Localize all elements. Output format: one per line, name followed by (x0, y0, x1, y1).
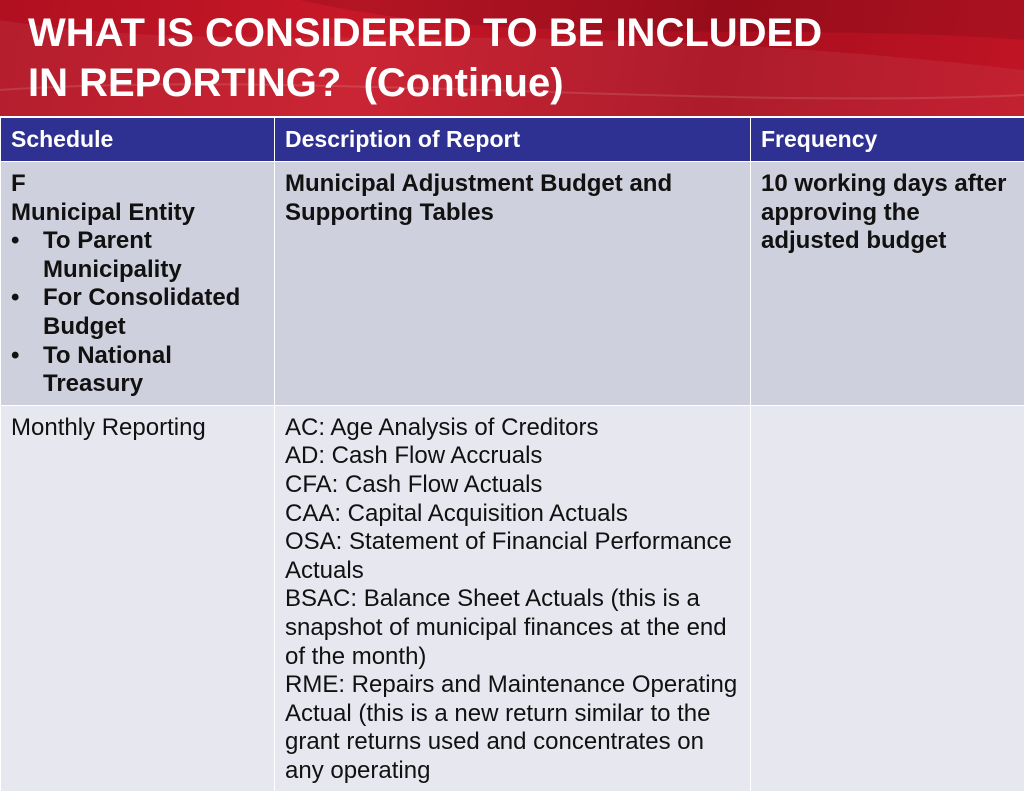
schedule-bullet-list (11, 227, 264, 399)
report-item: AC: Age Analysis of Creditors (285, 414, 740, 443)
report-item: RME: Repairs and Maintenance Operating Actual (this is a new return similar to the grant returns used and concentrates on any operating (285, 671, 740, 785)
description-cell (275, 405, 751, 792)
report-item: BSAC: Balance Sheet Actuals (this is a snapshot of municipal finances at the end of the month) (285, 585, 740, 671)
frequency-cell: 10 working days after approving the adjusted budget (751, 162, 1024, 406)
slide-title-line-2: IN REPORTING? (Continue) (28, 58, 822, 108)
report-item: OSA: Statement of Financial Performance Actuals (285, 528, 740, 585)
frequency-cell (751, 405, 1024, 792)
description-cell: Municipal Adjustment Budget and Supporting Tables (275, 162, 751, 406)
reporting-table (0, 117, 1024, 792)
list-item: • To Parent Municipality (11, 227, 264, 284)
header-frequency: Frequency (751, 118, 1024, 162)
table-row (1, 162, 1024, 406)
schedule-entity: Municipal Entity (11, 199, 264, 228)
slide-title (28, 8, 822, 108)
list-item: • To National Treasury (11, 342, 264, 399)
schedule-cell: Monthly Reporting (1, 405, 275, 792)
header-schedule: Schedule (1, 118, 275, 162)
report-item: CFA: Cash Flow Actuals (285, 471, 740, 500)
schedule-code: F (11, 170, 264, 199)
report-item: AD: Cash Flow Accruals (285, 442, 740, 471)
list-item: • For Consolidated Budget (11, 284, 264, 341)
table-header-row (1, 118, 1024, 162)
table-row (1, 405, 1024, 792)
slide-title-line-1: WHAT IS CONSIDERED TO BE INCLUDED (28, 8, 822, 58)
schedule-cell (1, 162, 275, 406)
report-item: CAA: Capital Acquisition Actuals (285, 500, 740, 529)
title-banner (0, 0, 1024, 116)
header-description: Description of Report (275, 118, 751, 162)
